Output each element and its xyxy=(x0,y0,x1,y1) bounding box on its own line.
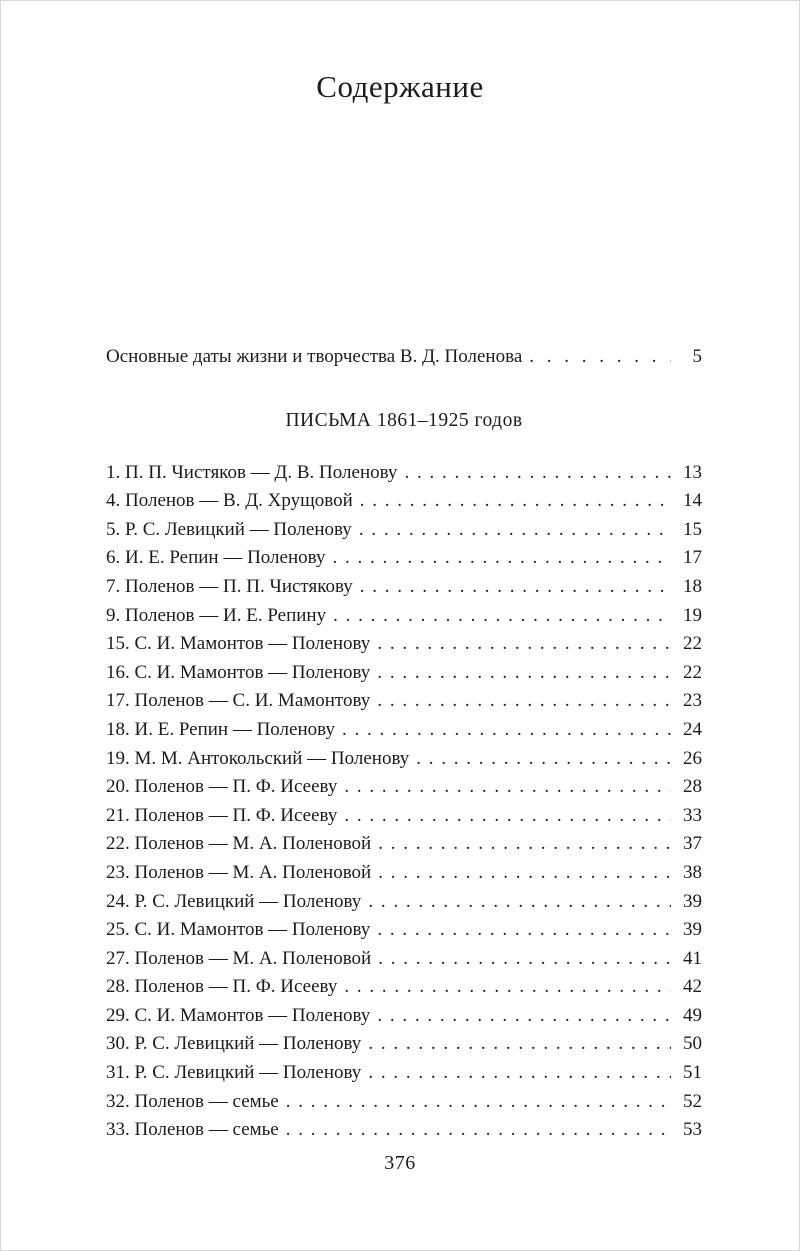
toc-entry-label: 25. С. И. Мамонтов — Поленову xyxy=(106,919,371,941)
page-title: Содержание xyxy=(316,69,484,104)
toc-entry-page: 37 xyxy=(683,833,702,855)
toc-entry-label: 31. Р. С. Левицкий — Поленову xyxy=(106,1062,362,1084)
toc-entry-label: 20. Поленов — П. Ф. Исееву xyxy=(106,776,338,798)
toc-entry xyxy=(106,1002,702,1031)
toc-entry-label: 16. С. И. Мамонтов — Поленову xyxy=(106,661,371,683)
leader-dots xyxy=(378,859,671,888)
toc-entry-label: 17. Поленов — С. И. Мамонтову xyxy=(106,690,371,712)
leader-dots xyxy=(404,459,671,488)
toc-entry xyxy=(106,773,702,802)
toc-entry xyxy=(106,459,702,488)
leader-dots xyxy=(332,544,671,573)
leader-dots xyxy=(360,573,671,602)
toc-entry-page: 38 xyxy=(683,861,702,883)
toc-entry xyxy=(106,745,702,774)
toc-entry xyxy=(106,973,702,1002)
toc-entry xyxy=(106,802,702,831)
toc-entry xyxy=(106,716,702,745)
toc-entry-label: 30. Р. С. Левицкий — Поленову xyxy=(106,1033,362,1055)
toc-entry-label: 9. Поленов — И. Е. Репину xyxy=(106,604,327,626)
toc-entry-label: 18. И. Е. Репин — Поленову xyxy=(106,718,335,740)
toc-entry-page: 23 xyxy=(683,690,702,712)
toc-entry xyxy=(106,888,702,917)
toc-entry-label: 28. Поленов — П. Ф. Исееву xyxy=(106,976,338,998)
leader-dots xyxy=(344,773,671,802)
toc-entry-page: 19 xyxy=(683,604,702,626)
leader-dots xyxy=(377,659,671,688)
toc-entry xyxy=(106,602,702,631)
toc-entry-label: 15. С. И. Мамонтов — Поленову xyxy=(106,633,371,655)
intro-entry xyxy=(106,343,702,372)
toc-entry-label: 21. Поленов — П. Ф. Исееву xyxy=(106,804,338,826)
toc-entry-page: 53 xyxy=(683,1119,702,1141)
toc-entry-page: 39 xyxy=(683,919,702,941)
toc-list xyxy=(106,459,702,1145)
leader-dots xyxy=(359,516,671,545)
toc-entry-label: 7. Поленов — П. П. Чистякову xyxy=(106,575,353,597)
leader-dots xyxy=(377,630,671,659)
toc-entry-page: 26 xyxy=(683,747,702,769)
leader-dots xyxy=(416,745,671,774)
toc-entry xyxy=(106,573,702,602)
toc-entry-page: 41 xyxy=(683,947,702,969)
toc-entry-label: 27. Поленов — М. А. Поленовой xyxy=(106,947,372,969)
toc-entry xyxy=(106,516,702,545)
toc-entry-label: 29. С. И. Мамонтов — Поленову xyxy=(106,1004,371,1026)
toc-entry-label: 5. Р. С. Левицкий — Поленову xyxy=(106,518,352,540)
table-of-contents xyxy=(106,343,702,1145)
leader-dots xyxy=(378,945,671,974)
toc-entry-page: 39 xyxy=(683,890,702,912)
leader-dots xyxy=(286,1088,671,1117)
toc-entry xyxy=(106,916,702,945)
leader-dots xyxy=(344,973,671,1002)
toc-entry-label: 32. Поленов — семье xyxy=(106,1090,279,1112)
toc-entry-page: 28 xyxy=(683,776,702,798)
leader-dots xyxy=(342,716,671,745)
toc-entry-label: 23. Поленов — М. А. Поленовой xyxy=(106,861,372,883)
toc-entry-page: 22 xyxy=(683,633,702,655)
toc-entry-page: 14 xyxy=(683,490,702,512)
toc-entry-page: 24 xyxy=(683,718,702,740)
toc-entry-label: 22. Поленов — М. А. Поленовой xyxy=(106,833,372,855)
toc-entry-page: 17 xyxy=(683,547,702,569)
toc-entry-page: 33 xyxy=(683,804,702,826)
toc-entry xyxy=(106,1088,702,1117)
leader-dots xyxy=(286,1116,671,1145)
leader-dots xyxy=(344,802,671,831)
toc-entry xyxy=(106,659,702,688)
leader-dots xyxy=(529,343,671,372)
toc-entry xyxy=(106,544,702,573)
intro-entry-label: Основные даты жизни и творчества В. Д. Поленова xyxy=(106,346,523,367)
toc-entry-page: 13 xyxy=(683,461,702,483)
toc-entry-page: 49 xyxy=(683,1004,702,1026)
toc-entry-page: 18 xyxy=(683,575,702,597)
leader-dots xyxy=(368,1059,671,1088)
toc-entry-page: 52 xyxy=(683,1090,702,1112)
toc-entry xyxy=(106,945,702,974)
toc-entry xyxy=(106,830,702,859)
leader-dots xyxy=(378,830,671,859)
intro-entry-page: 5 xyxy=(692,346,702,367)
leader-dots xyxy=(377,916,671,945)
toc-entry xyxy=(106,687,702,716)
toc-entry xyxy=(106,1030,702,1059)
toc-entry-page: 51 xyxy=(683,1062,702,1084)
toc-entry xyxy=(106,487,702,516)
toc-entry-label: 4. Поленов — В. Д. Хрущовой xyxy=(106,490,353,512)
toc-entry-label: 33. Поленов — семье xyxy=(106,1119,279,1141)
leader-dots xyxy=(368,888,671,917)
leader-dots xyxy=(360,487,671,516)
leader-dots xyxy=(333,602,671,631)
toc-entry-label: 6. И. Е. Репин — Поленову xyxy=(106,547,326,569)
toc-entry xyxy=(106,1116,702,1145)
toc-entry-label: 24. Р. С. Левицкий — Поленову xyxy=(106,890,362,912)
toc-entry-page: 15 xyxy=(683,518,702,540)
section-heading: ПИСЬМА 1861–1925 годов xyxy=(285,409,523,431)
toc-entry xyxy=(106,630,702,659)
leader-dots xyxy=(377,1002,671,1031)
toc-entry-label: 19. М. М. Антокольский — Поленову xyxy=(106,747,410,769)
toc-entry xyxy=(106,859,702,888)
toc-entry xyxy=(106,1059,702,1088)
page-number: 376 xyxy=(384,1152,416,1174)
toc-entry-label: 1. П. П. Чистяков — Д. В. Поленову xyxy=(106,461,398,483)
toc-entry-page: 42 xyxy=(683,976,702,998)
toc-entry-page: 22 xyxy=(683,661,702,683)
leader-dots xyxy=(377,687,671,716)
leader-dots xyxy=(368,1030,671,1059)
toc-entry-page: 50 xyxy=(683,1033,702,1055)
